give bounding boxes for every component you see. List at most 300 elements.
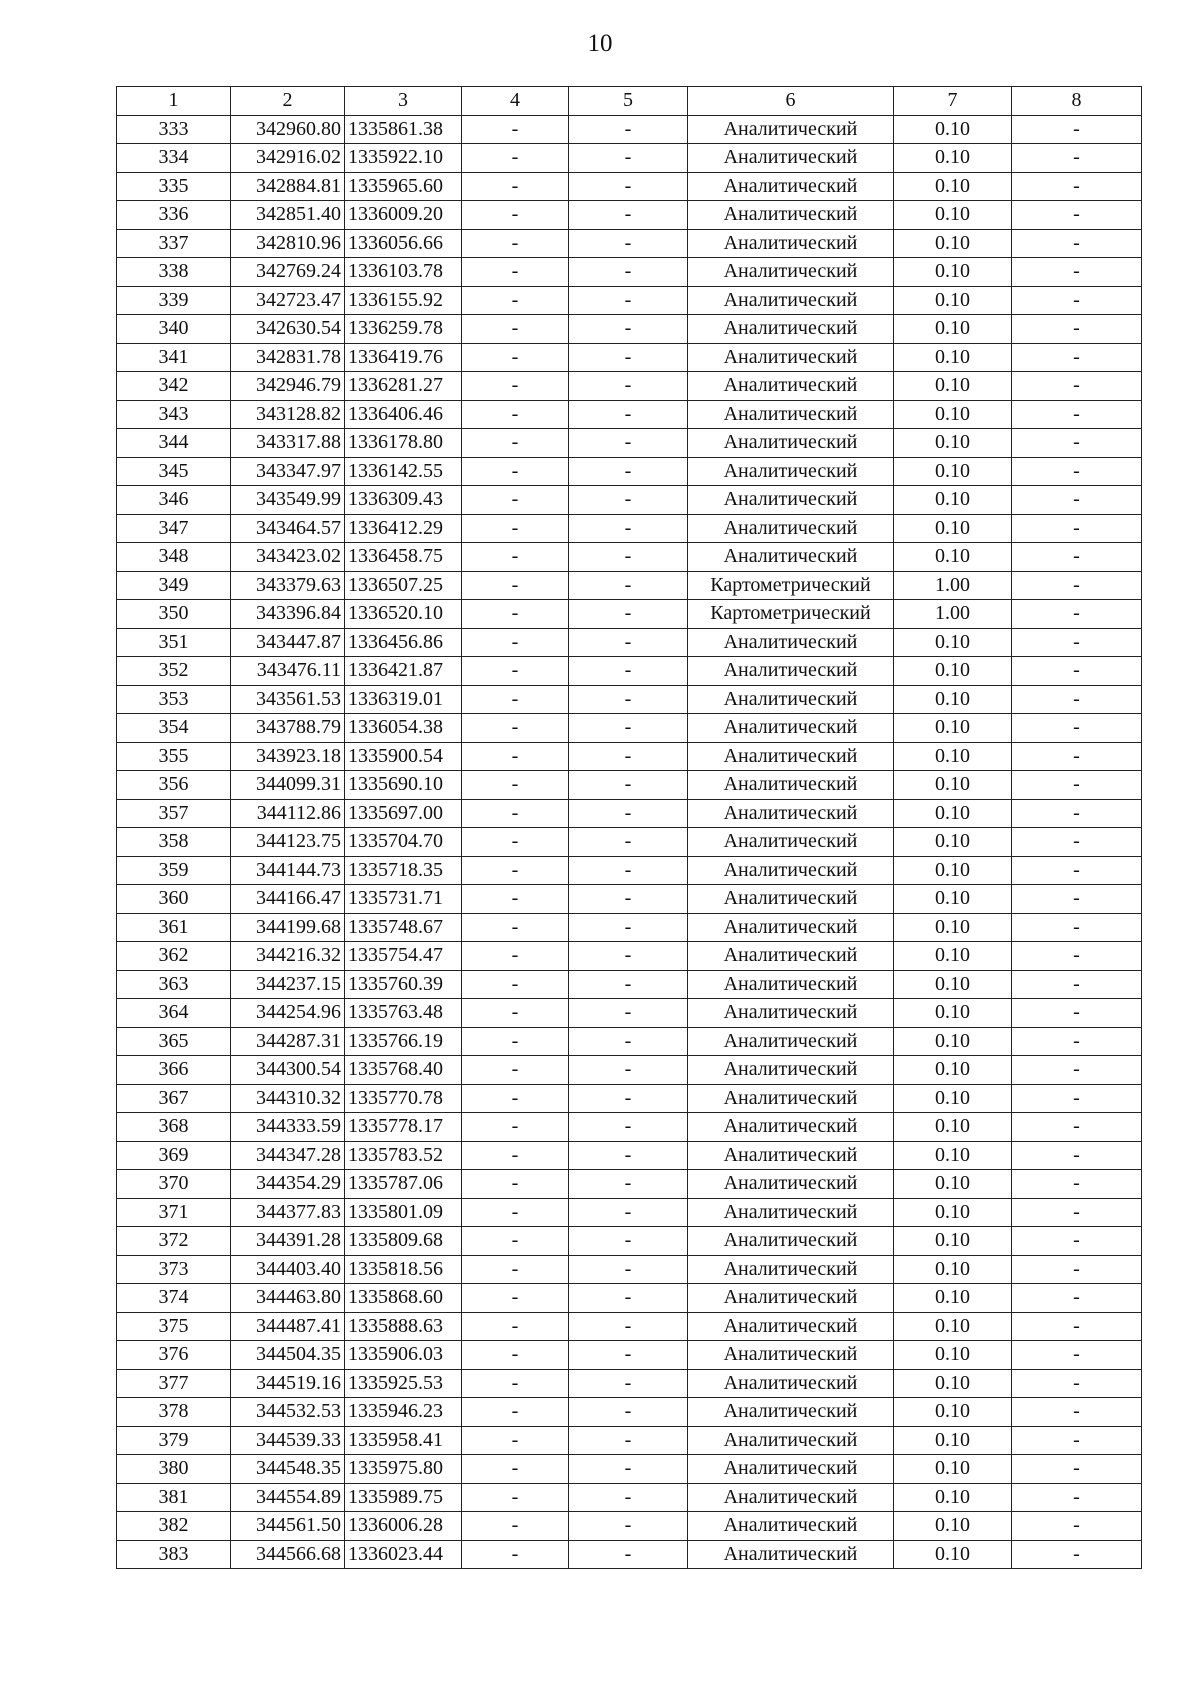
- table-row: [117, 286, 1142, 315]
- col-4-value: -: [462, 970, 569, 999]
- col-5-value: -: [569, 771, 688, 800]
- coordinate-x: 344377.83: [231, 1198, 345, 1227]
- col-5-value: -: [569, 1483, 688, 1512]
- point-number: 362: [117, 942, 231, 971]
- accuracy-cell: 0.10: [894, 429, 1012, 458]
- coordinate-y: 1335697.00: [345, 799, 462, 828]
- col-4-value: -: [462, 486, 569, 515]
- col-4-value: -: [462, 543, 569, 572]
- col-5-value: -: [569, 742, 688, 771]
- column-header: 5: [569, 87, 688, 116]
- col-4-value: -: [462, 999, 569, 1028]
- table-row: [117, 1312, 1142, 1341]
- method-cell: Аналитический: [688, 429, 894, 458]
- coordinate-x: 344237.15: [231, 970, 345, 999]
- method-cell: Аналитический: [688, 1056, 894, 1085]
- method-cell: Аналитический: [688, 1284, 894, 1313]
- coordinate-x: 342831.78: [231, 343, 345, 372]
- col-8-value: -: [1012, 1255, 1142, 1284]
- accuracy-cell: 0.10: [894, 258, 1012, 287]
- col-8-value: -: [1012, 1369, 1142, 1398]
- method-cell: Аналитический: [688, 1483, 894, 1512]
- coordinate-x: 344504.35: [231, 1341, 345, 1370]
- col-8-value: -: [1012, 913, 1142, 942]
- point-number: 355: [117, 742, 231, 771]
- table-row: [117, 258, 1142, 287]
- accuracy-cell: 0.10: [894, 970, 1012, 999]
- coordinate-y: 1336309.43: [345, 486, 462, 515]
- table-row: [117, 1084, 1142, 1113]
- method-cell: Картометрический: [688, 571, 894, 600]
- coordinate-y: 1336319.01: [345, 685, 462, 714]
- col-8-value: -: [1012, 628, 1142, 657]
- table-row: [117, 1141, 1142, 1170]
- coordinate-x: 344548.35: [231, 1455, 345, 1484]
- col-8-value: -: [1012, 543, 1142, 572]
- accuracy-cell: 0.10: [894, 543, 1012, 572]
- column-header: 6: [688, 87, 894, 116]
- table-row: [117, 372, 1142, 401]
- method-cell: Аналитический: [688, 1512, 894, 1541]
- point-number: 374: [117, 1284, 231, 1313]
- col-4-value: -: [462, 657, 569, 686]
- point-number: 376: [117, 1341, 231, 1370]
- point-number: 379: [117, 1426, 231, 1455]
- coordinate-y: 1335922.10: [345, 144, 462, 173]
- col-8-value: -: [1012, 1312, 1142, 1341]
- point-number: 368: [117, 1113, 231, 1142]
- accuracy-cell: 0.10: [894, 1341, 1012, 1370]
- coordinate-x: 343317.88: [231, 429, 345, 458]
- table-row: [117, 514, 1142, 543]
- accuracy-cell: 0.10: [894, 286, 1012, 315]
- col-8-value: -: [1012, 1426, 1142, 1455]
- col-8-value: -: [1012, 457, 1142, 486]
- col-8-value: -: [1012, 514, 1142, 543]
- coordinate-x: 344199.68: [231, 913, 345, 942]
- table-row: [117, 913, 1142, 942]
- coordinate-x: 343347.97: [231, 457, 345, 486]
- col-8-value: -: [1012, 1141, 1142, 1170]
- point-number: 363: [117, 970, 231, 999]
- table-row: [117, 714, 1142, 743]
- table-row: [117, 400, 1142, 429]
- coordinate-x: 344112.86: [231, 799, 345, 828]
- coordinate-x: 342851.40: [231, 201, 345, 230]
- point-number: 337: [117, 229, 231, 258]
- method-cell: Аналитический: [688, 1027, 894, 1056]
- table-row: [117, 1483, 1142, 1512]
- point-number: 372: [117, 1227, 231, 1256]
- accuracy-cell: 0.10: [894, 1512, 1012, 1541]
- point-number: 350: [117, 600, 231, 629]
- coordinate-x: 343447.87: [231, 628, 345, 657]
- coordinate-y: 1336507.25: [345, 571, 462, 600]
- coordinate-x: 342630.54: [231, 315, 345, 344]
- method-cell: Аналитический: [688, 1426, 894, 1455]
- col-8-value: -: [1012, 1170, 1142, 1199]
- point-number: 347: [117, 514, 231, 543]
- method-cell: Аналитический: [688, 400, 894, 429]
- point-number: 342: [117, 372, 231, 401]
- table-row: [117, 1170, 1142, 1199]
- coordinate-x: 344519.16: [231, 1369, 345, 1398]
- col-4-value: -: [462, 343, 569, 372]
- method-cell: Аналитический: [688, 1084, 894, 1113]
- accuracy-cell: 0.10: [894, 115, 1012, 144]
- table-row: [117, 144, 1142, 173]
- coordinate-y: 1336056.66: [345, 229, 462, 258]
- coordinate-y: 1335778.17: [345, 1113, 462, 1142]
- col-5-value: -: [569, 1084, 688, 1113]
- coordinate-y: 1335861.38: [345, 115, 462, 144]
- column-header: 2: [231, 87, 345, 116]
- col-4-value: -: [462, 1198, 569, 1227]
- method-cell: Аналитический: [688, 856, 894, 885]
- col-4-value: -: [462, 1398, 569, 1427]
- accuracy-cell: 0.10: [894, 172, 1012, 201]
- col-8-value: -: [1012, 970, 1142, 999]
- table-row: [117, 1341, 1142, 1370]
- col-8-value: -: [1012, 771, 1142, 800]
- coordinate-y: 1336520.10: [345, 600, 462, 629]
- col-5-value: -: [569, 115, 688, 144]
- col-4-value: -: [462, 1255, 569, 1284]
- col-4-value: -: [462, 172, 569, 201]
- col-4-value: -: [462, 1284, 569, 1313]
- point-number: 358: [117, 828, 231, 857]
- coordinate-y: 1335768.40: [345, 1056, 462, 1085]
- col-8-value: -: [1012, 714, 1142, 743]
- col-5-value: -: [569, 201, 688, 230]
- col-4-value: -: [462, 1369, 569, 1398]
- point-number: 336: [117, 201, 231, 230]
- coordinate-x: 344463.80: [231, 1284, 345, 1313]
- coordinate-x: 343923.18: [231, 742, 345, 771]
- coordinate-y: 1335809.68: [345, 1227, 462, 1256]
- coordinate-x: 343423.02: [231, 543, 345, 572]
- table-row: [117, 970, 1142, 999]
- column-header: 7: [894, 87, 1012, 116]
- col-5-value: -: [569, 1426, 688, 1455]
- col-8-value: -: [1012, 1113, 1142, 1142]
- accuracy-cell: 0.10: [894, 1084, 1012, 1113]
- accuracy-cell: 0.10: [894, 400, 1012, 429]
- col-4-value: -: [462, 1027, 569, 1056]
- method-cell: Аналитический: [688, 315, 894, 344]
- col-8-value: -: [1012, 799, 1142, 828]
- method-cell: Картометрический: [688, 600, 894, 629]
- coordinate-x: 343464.57: [231, 514, 345, 543]
- method-cell: Аналитический: [688, 543, 894, 572]
- coordinate-y: 1336421.87: [345, 657, 462, 686]
- method-cell: Аналитический: [688, 1141, 894, 1170]
- col-4-value: -: [462, 885, 569, 914]
- coordinate-y: 1336155.92: [345, 286, 462, 315]
- col-8-value: -: [1012, 258, 1142, 287]
- table-header-row: [117, 87, 1142, 116]
- col-4-value: -: [462, 1312, 569, 1341]
- coordinate-x: 344287.31: [231, 1027, 345, 1056]
- coordinate-x: 344347.28: [231, 1141, 345, 1170]
- col-4-value: -: [462, 571, 569, 600]
- col-5-value: -: [569, 514, 688, 543]
- col-5-value: -: [569, 885, 688, 914]
- table-row: [117, 1455, 1142, 1484]
- table-row: [117, 1056, 1142, 1085]
- col-8-value: -: [1012, 885, 1142, 914]
- col-4-value: -: [462, 457, 569, 486]
- point-number: 353: [117, 685, 231, 714]
- method-cell: Аналитический: [688, 486, 894, 515]
- col-8-value: -: [1012, 229, 1142, 258]
- accuracy-cell: 0.10: [894, 799, 1012, 828]
- column-header: 4: [462, 87, 569, 116]
- col-8-value: -: [1012, 286, 1142, 315]
- coordinate-x: 342916.02: [231, 144, 345, 173]
- col-5-value: -: [569, 828, 688, 857]
- col-5-value: -: [569, 486, 688, 515]
- accuracy-cell: 0.10: [894, 1027, 1012, 1056]
- accuracy-cell: 0.10: [894, 229, 1012, 258]
- accuracy-cell: 0.10: [894, 1483, 1012, 1512]
- col-4-value: -: [462, 258, 569, 287]
- col-4-value: -: [462, 1426, 569, 1455]
- method-cell: Аналитический: [688, 514, 894, 543]
- method-cell: Аналитический: [688, 229, 894, 258]
- coordinate-y: 1335766.19: [345, 1027, 462, 1056]
- col-5-value: -: [569, 1284, 688, 1313]
- point-number: 352: [117, 657, 231, 686]
- col-5-value: -: [569, 1113, 688, 1142]
- col-4-value: -: [462, 913, 569, 942]
- point-number: 377: [117, 1369, 231, 1398]
- col-8-value: -: [1012, 372, 1142, 401]
- accuracy-cell: 0.10: [894, 1540, 1012, 1569]
- coordinate-y: 1336412.29: [345, 514, 462, 543]
- coordinate-x: 344216.32: [231, 942, 345, 971]
- method-cell: Аналитический: [688, 771, 894, 800]
- accuracy-cell: 0.10: [894, 1113, 1012, 1142]
- method-cell: Аналитический: [688, 144, 894, 173]
- accuracy-cell: 0.10: [894, 1284, 1012, 1313]
- coordinate-y: 1335718.35: [345, 856, 462, 885]
- col-8-value: -: [1012, 1341, 1142, 1370]
- col-5-value: -: [569, 258, 688, 287]
- coordinate-y: 1335787.06: [345, 1170, 462, 1199]
- table-row: [117, 1227, 1142, 1256]
- accuracy-cell: 0.10: [894, 372, 1012, 401]
- coordinate-x: 343549.99: [231, 486, 345, 515]
- method-cell: Аналитический: [688, 970, 894, 999]
- table-row: [117, 1198, 1142, 1227]
- accuracy-cell: 0.10: [894, 685, 1012, 714]
- col-5-value: -: [569, 571, 688, 600]
- table-row: [117, 999, 1142, 1028]
- method-cell: Аналитический: [688, 885, 894, 914]
- coordinate-x: 344300.54: [231, 1056, 345, 1085]
- coordinate-y: 1335748.67: [345, 913, 462, 942]
- method-cell: Аналитический: [688, 942, 894, 971]
- coordinate-y: 1336456.86: [345, 628, 462, 657]
- col-8-value: -: [1012, 828, 1142, 857]
- point-number: 365: [117, 1027, 231, 1056]
- col-8-value: -: [1012, 1084, 1142, 1113]
- accuracy-cell: 0.10: [894, 486, 1012, 515]
- coordinate-y: 1336009.20: [345, 201, 462, 230]
- col-5-value: -: [569, 999, 688, 1028]
- col-8-value: -: [1012, 343, 1142, 372]
- col-5-value: -: [569, 685, 688, 714]
- coordinate-x: 344391.28: [231, 1227, 345, 1256]
- col-5-value: -: [569, 657, 688, 686]
- accuracy-cell: 0.10: [894, 1255, 1012, 1284]
- col-5-value: -: [569, 229, 688, 258]
- method-cell: Аналитический: [688, 1540, 894, 1569]
- table-row: [117, 543, 1142, 572]
- coordinate-x: 344487.41: [231, 1312, 345, 1341]
- coordinate-y: 1335704.70: [345, 828, 462, 857]
- point-number: 360: [117, 885, 231, 914]
- method-cell: Аналитический: [688, 343, 894, 372]
- col-5-value: -: [569, 856, 688, 885]
- point-number: 378: [117, 1398, 231, 1427]
- col-4-value: -: [462, 229, 569, 258]
- col-5-value: -: [569, 1227, 688, 1256]
- point-number: 380: [117, 1455, 231, 1484]
- col-5-value: -: [569, 628, 688, 657]
- col-8-value: -: [1012, 571, 1142, 600]
- point-number: 341: [117, 343, 231, 372]
- col-5-value: -: [569, 1141, 688, 1170]
- point-number: 366: [117, 1056, 231, 1085]
- table-row: [117, 942, 1142, 971]
- coordinate-y: 1336023.44: [345, 1540, 462, 1569]
- coordinate-x: 344403.40: [231, 1255, 345, 1284]
- table-row: [117, 685, 1142, 714]
- col-5-value: -: [569, 1341, 688, 1370]
- col-4-value: -: [462, 1455, 569, 1484]
- coordinate-x: 344561.50: [231, 1512, 345, 1541]
- column-header: 1: [117, 87, 231, 116]
- coordinate-x: 342946.79: [231, 372, 345, 401]
- coordinate-y: 1336406.46: [345, 400, 462, 429]
- accuracy-cell: 0.10: [894, 628, 1012, 657]
- coordinate-y: 1335801.09: [345, 1198, 462, 1227]
- coordinate-x: 344166.47: [231, 885, 345, 914]
- point-number: 375: [117, 1312, 231, 1341]
- coordinate-x: 342810.96: [231, 229, 345, 258]
- accuracy-cell: 0.10: [894, 828, 1012, 857]
- col-8-value: -: [1012, 1483, 1142, 1512]
- accuracy-cell: 0.10: [894, 999, 1012, 1028]
- coordinate-x: 342769.24: [231, 258, 345, 287]
- accuracy-cell: 1.00: [894, 600, 1012, 629]
- table-row: [117, 771, 1142, 800]
- method-cell: Аналитический: [688, 1398, 894, 1427]
- col-8-value: -: [1012, 1540, 1142, 1569]
- coordinate-y: 1335925.53: [345, 1369, 462, 1398]
- table-row: [117, 1426, 1142, 1455]
- coordinate-x: 342723.47: [231, 286, 345, 315]
- col-8-value: -: [1012, 942, 1142, 971]
- table-row: [117, 856, 1142, 885]
- table-row: [117, 1398, 1142, 1427]
- accuracy-cell: 0.10: [894, 343, 1012, 372]
- method-cell: Аналитический: [688, 1255, 894, 1284]
- col-8-value: -: [1012, 115, 1142, 144]
- accuracy-cell: 0.10: [894, 714, 1012, 743]
- coordinate-y: 1335763.48: [345, 999, 462, 1028]
- table-row: [117, 742, 1142, 771]
- col-8-value: -: [1012, 657, 1142, 686]
- point-number: 348: [117, 543, 231, 572]
- table-row: [117, 657, 1142, 686]
- coordinate-x: 343379.63: [231, 571, 345, 600]
- table-row: [117, 429, 1142, 458]
- col-4-value: -: [462, 429, 569, 458]
- col-4-value: -: [462, 1170, 569, 1199]
- method-cell: Аналитический: [688, 1312, 894, 1341]
- table-row: [117, 799, 1142, 828]
- coordinate-y: 1335770.78: [345, 1084, 462, 1113]
- col-4-value: -: [462, 1483, 569, 1512]
- table-row: [117, 1027, 1142, 1056]
- coordinate-x: 344099.31: [231, 771, 345, 800]
- table-row: [117, 828, 1142, 857]
- point-number: 383: [117, 1540, 231, 1569]
- accuracy-cell: 0.10: [894, 1227, 1012, 1256]
- coordinate-y: 1336178.80: [345, 429, 462, 458]
- table-row: [117, 628, 1142, 657]
- col-8-value: -: [1012, 1284, 1142, 1313]
- coordinate-y: 1335888.63: [345, 1312, 462, 1341]
- coordinate-y: 1335868.60: [345, 1284, 462, 1313]
- table-row: [117, 486, 1142, 515]
- col-8-value: -: [1012, 1056, 1142, 1085]
- coordinate-y: 1335690.10: [345, 771, 462, 800]
- coordinate-y: 1335760.39: [345, 970, 462, 999]
- col-8-value: -: [1012, 1512, 1142, 1541]
- method-cell: Аналитический: [688, 1341, 894, 1370]
- col-5-value: -: [569, 799, 688, 828]
- col-8-value: -: [1012, 1227, 1142, 1256]
- accuracy-cell: 0.10: [894, 457, 1012, 486]
- point-number: 345: [117, 457, 231, 486]
- col-5-value: -: [569, 172, 688, 201]
- accuracy-cell: 0.10: [894, 1369, 1012, 1398]
- coordinate-y: 1336142.55: [345, 457, 462, 486]
- point-number: 334: [117, 144, 231, 173]
- method-cell: Аналитический: [688, 115, 894, 144]
- coordinate-x: 343788.79: [231, 714, 345, 743]
- col-4-value: -: [462, 714, 569, 743]
- col-5-value: -: [569, 457, 688, 486]
- accuracy-cell: 0.10: [894, 771, 1012, 800]
- method-cell: Аналитический: [688, 201, 894, 230]
- table-row: [117, 1369, 1142, 1398]
- column-header: 3: [345, 87, 462, 116]
- accuracy-cell: 0.10: [894, 1056, 1012, 1085]
- point-number: 370: [117, 1170, 231, 1199]
- coordinate-x: 344532.53: [231, 1398, 345, 1427]
- col-8-value: -: [1012, 486, 1142, 515]
- col-5-value: -: [569, 429, 688, 458]
- col-8-value: -: [1012, 315, 1142, 344]
- table-row: [117, 1113, 1142, 1142]
- point-number: 364: [117, 999, 231, 1028]
- accuracy-cell: 0.10: [894, 144, 1012, 173]
